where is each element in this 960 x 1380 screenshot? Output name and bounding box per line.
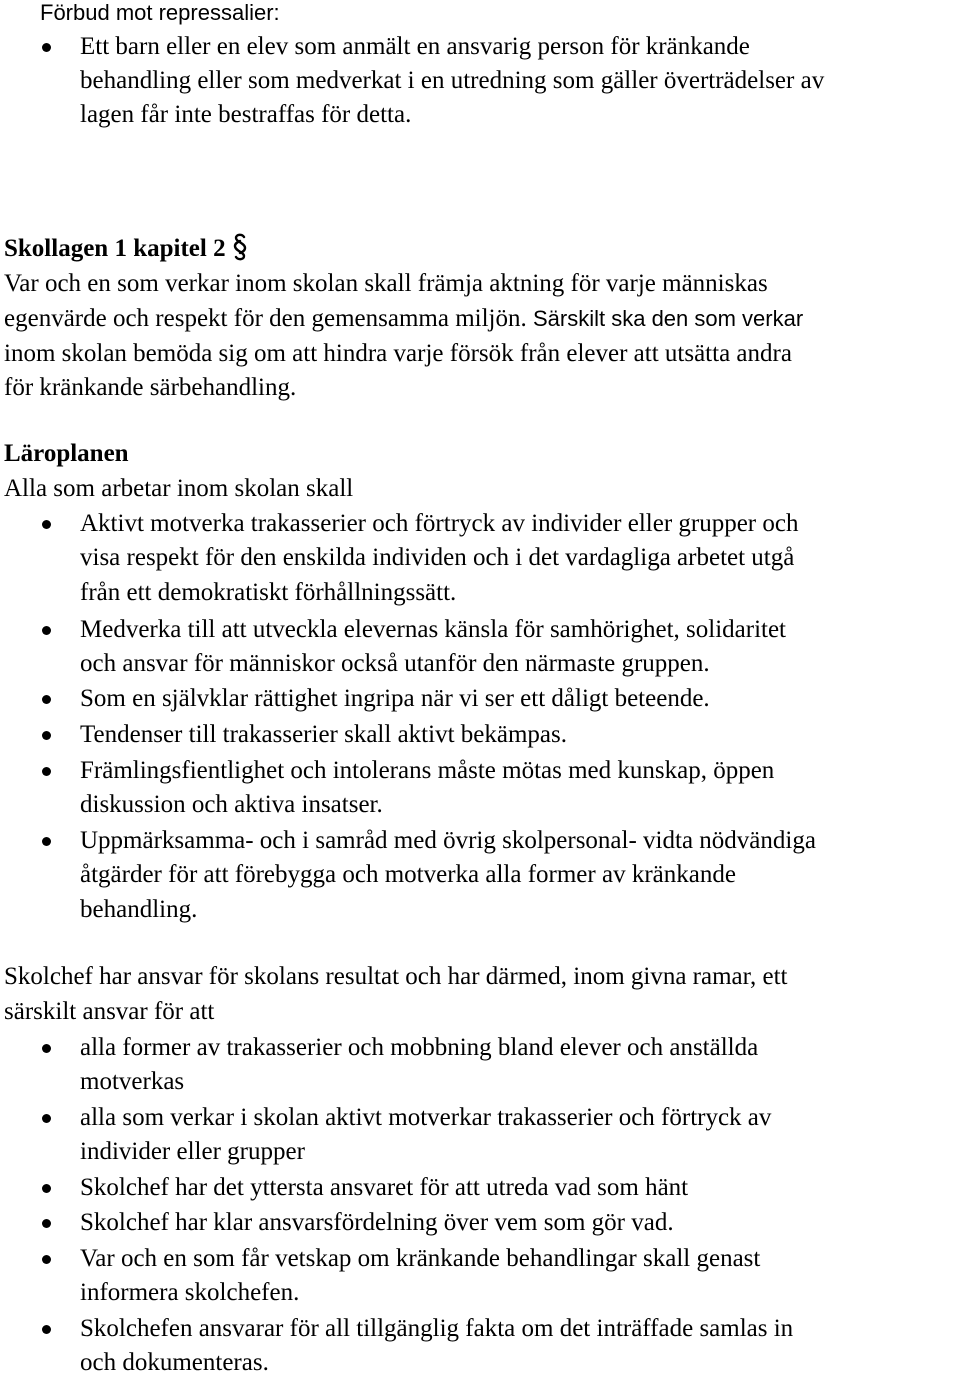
repressalier-heading: Förbud mot repressalier: — [40, 0, 280, 25]
bullet-icon — [42, 43, 51, 52]
skolchef-item-line: alla former av trakasserier och mobbning bland elever och anställda — [80, 1034, 759, 1061]
bullet-icon — [42, 1255, 51, 1264]
laroplanen-item-line: diskussion och aktiva insatser. — [80, 791, 383, 818]
bullet-icon — [42, 520, 51, 529]
laroplanen-item-line: Tendenser till trakasserier skall aktivt bekämpas. — [80, 721, 567, 748]
laroplanen-item-line: Medverka till att utveckla elevernas känsla för samhörighet, solidaritet — [80, 616, 787, 643]
skollagen-line-start: egenvärde och respekt för den gemensamma miljön. — [4, 305, 527, 332]
laroplanen-heading: Läroplanen — [4, 440, 129, 467]
skollagen-line: för kränkande särbehandling. — [4, 374, 297, 401]
laroplanen-item-line: visa respekt för den enskilda individen och i det vardagliga arbetet utgå — [80, 544, 795, 571]
bullet-icon — [42, 626, 51, 635]
bullet-icon — [42, 1184, 51, 1193]
repressalier-item-line: behandling eller som medverkat i en utredning som gäller överträdelser av — [80, 67, 825, 94]
skollagen-line-tail: Särskilt ska den som verkar — [532, 306, 804, 331]
repressalier-item-line: Ett barn eller en elev som anmält en ansvarig person för kränkande — [80, 33, 750, 60]
bullet-icon — [42, 1044, 51, 1053]
skolchef-intro-line: särskilt ansvar för att — [4, 998, 215, 1025]
skolchef-item-line: Skolchef har det yttersta ansvaret för att utreda vad som hänt — [80, 1174, 689, 1201]
bullet-icon — [42, 1325, 51, 1334]
laroplanen-item-line: Uppmärksamma- och i samråd med övrig skolpersonal- vidta nödvändiga — [80, 827, 816, 854]
skollagen-heading-text: Skollagen 1 kapitel 2 — [4, 235, 226, 262]
skollagen-line: inom skolan bemöda sig om att hindra varje försök från elever att utsätta andra — [4, 340, 792, 367]
repressalier-item-line: lagen får inte bestraffas för detta. — [80, 101, 412, 128]
bullet-icon — [42, 695, 51, 704]
skolchef-item-line: informera skolchefen. — [80, 1279, 300, 1306]
laroplanen-item-line: och ansvar för människor också utanför den närmaste gruppen. — [80, 650, 710, 677]
skollagen-heading — [4, 232, 250, 266]
laroplanen-item-line: Främlingsfientlighet och intolerans måste mötas med kunskap, öppen — [80, 757, 775, 784]
skolchef-item-line: och dokumenteras. — [80, 1349, 269, 1376]
laroplanen-intro: Alla som arbetar inom skolan skall — [4, 475, 354, 502]
skollagen-line: Var och en som verkar inom skolan skall främja aktning för varje människas — [4, 270, 768, 297]
bullet-icon — [42, 837, 51, 846]
laroplanen-item-line: behandling. — [80, 896, 198, 923]
bullet-icon — [42, 1219, 51, 1228]
bullet-icon — [42, 767, 51, 776]
bullet-icon — [42, 1114, 51, 1123]
skolchef-item-line: individer eller grupper — [80, 1138, 305, 1165]
skolchef-item-line: motverkas — [80, 1068, 185, 1095]
skolchef-item-line: Skolchef har klar ansvarsfördelning över vem som gör vad. — [80, 1209, 674, 1236]
section-sign-icon — [230, 232, 250, 262]
bullet-icon — [42, 731, 51, 740]
laroplanen-item-line: från ett demokratiskt förhållningssätt. — [80, 579, 457, 606]
laroplanen-item-line: åtgärder för att förebygga och motverka alla former av kränkande — [80, 861, 736, 888]
skolchef-item-line: Skolchefen ansvarar för all tillgänglig fakta om det inträffade samlas in — [80, 1315, 794, 1342]
skolchef-intro-line: Skolchef har ansvar för skolans resultat och har därmed, inom givna ramar, ett — [4, 963, 788, 990]
skolchef-item-line: alla som verkar i skolan aktivt motverkar trakasserier och förtryck av — [80, 1104, 772, 1131]
laroplanen-item-line: Som en självklar rättighet ingripa när vi ser ett dåligt beteende. — [80, 685, 710, 712]
laroplanen-item-line: Aktivt motverka trakasserier och förtryck av individer eller grupper och — [80, 510, 799, 537]
skollagen-line — [4, 302, 803, 336]
skolchef-item-line: Var och en som får vetskap om kränkande behandlingar skall genast — [80, 1245, 761, 1272]
